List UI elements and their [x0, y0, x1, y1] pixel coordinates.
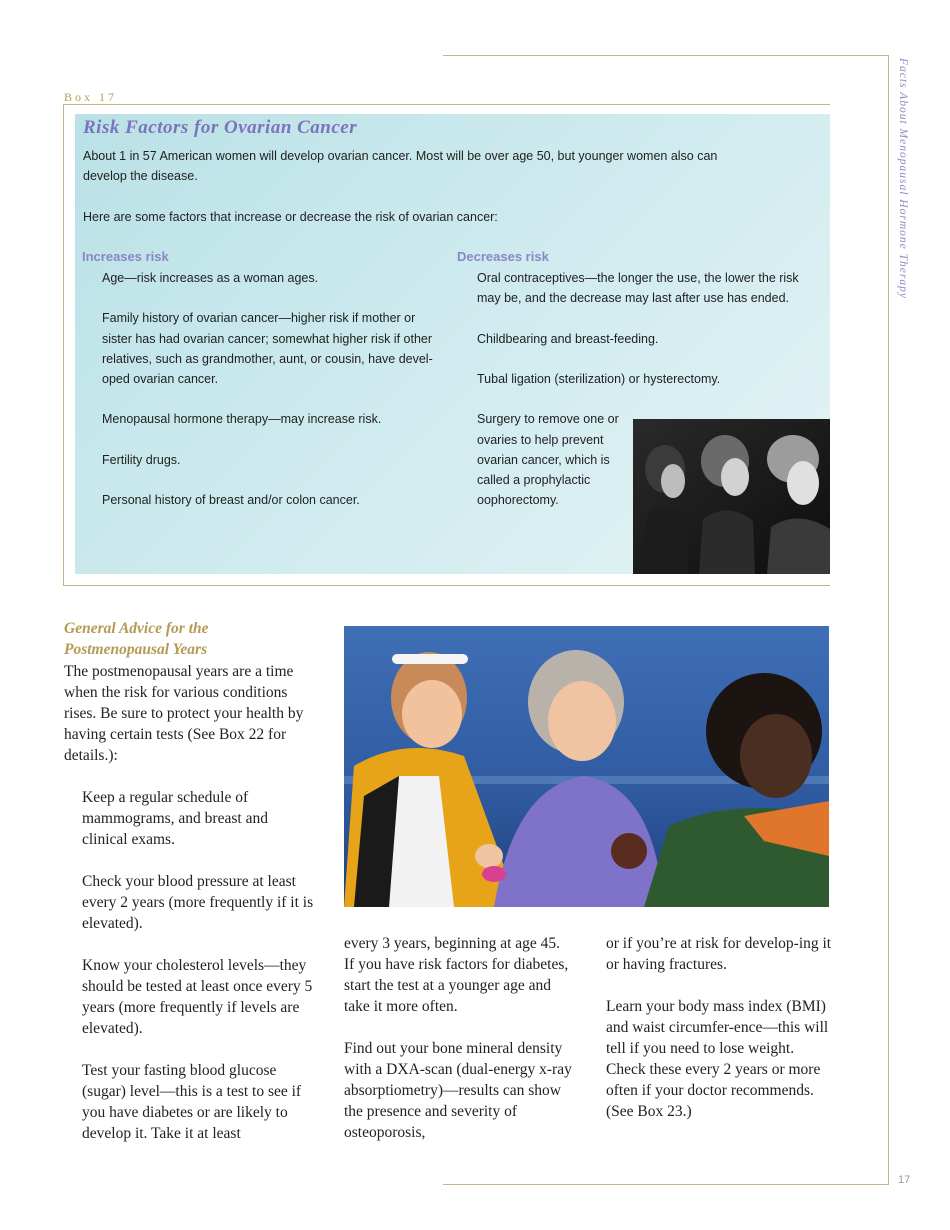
advice-title: General Advice for the Postmenopausal Years	[64, 620, 209, 658]
list-item: Family history of ovarian cancer—higher risk if mother or sister has had ovarian cancer; somewhat higher risk if other relatives, such as grandmother, aunt, or cousin, have devel-oped ovarian cancer.	[102, 311, 433, 386]
advice-column-2	[344, 933, 574, 1143]
frame-right-rule	[888, 55, 889, 1185]
list-item: Childbearing and breast-feeding.	[477, 331, 659, 346]
three-women-profile-photo	[633, 419, 830, 574]
list-item: Test your fasting blood glucose (sugar) level—this is a test to see if you have diabetes or are likely to develop it. Take it at least	[82, 1062, 302, 1142]
advice-column-3	[606, 933, 836, 1122]
list-item: Check your blood pressure at least every 2 years (more frequently if it is elevated).	[82, 873, 314, 932]
paragraph: or if you’re at risk for develop-ing it or having fractures.	[606, 935, 832, 973]
paragraph: Find out your bone mineral density with a DXA-scan (dual-energy x-ray absorptiometry)—results can show the presence and severity of osteoporosis,	[344, 1040, 572, 1141]
list-item: Tubal ligation (sterilization) or hysterectomy.	[477, 371, 721, 386]
list-item: Age—risk increases as a woman ages.	[102, 271, 319, 285]
advice-list	[82, 787, 317, 1165]
increases-risk-heading: Increases risk	[82, 249, 169, 264]
list-item: Know your cholesterol levels—they should be tested at least once every 5 years (more frequently if levels are elevated).	[82, 957, 313, 1037]
paragraph: every 3 years, beginning at age 45. If you have risk factors for diabetes, start the test at a younger age and take it more often.	[344, 935, 569, 1015]
box-intro: About 1 in 57 American women will develop ovarian cancer. Most will be over age 50, but younger women also can develop the disease.	[83, 149, 718, 184]
advice-intro: The postmenopausal years are a time when the risk for various conditions rises. Be sure to protect your health by having certain tests (See Box 22 for details.):	[64, 663, 304, 764]
list-item: Menopausal hormone therapy—may increase risk.	[102, 412, 382, 427]
decreases-risk-heading: Decreases risk	[457, 249, 549, 264]
list-item: Oral contraceptives—the longer the use, the lower the risk may be, and the decrease may last after use has ended.	[477, 271, 799, 306]
women-exercising-photo	[344, 626, 829, 907]
frame-bottom-rule	[443, 1184, 889, 1185]
frame-top-rule	[443, 55, 889, 56]
increases-risk-list	[102, 268, 447, 531]
running-head: Facts About Menopausal Hormone Therapy	[897, 58, 909, 299]
box-label: Box 17	[64, 90, 118, 104]
paragraph: Learn your body mass index (BMI) and waist circumfer-ence—this will tell if you need to lose weight. Check these every 2 years or more often if your doctor recommends. (See Box 23.)	[606, 998, 829, 1120]
box-intro-2: Here are some factors that increase or decrease the risk of ovarian cancer:	[83, 210, 498, 224]
list-item: Surgery to remove one or ovaries to help prevent ovarian cancer, which is called a prophylactic oophorectomy.	[477, 412, 619, 508]
list-item: Keep a regular schedule of mammograms, and breast and clinical exams.	[82, 789, 268, 848]
list-item: Fertility drugs.	[102, 452, 181, 467]
box-title: Risk Factors for Ovarian Cancer	[83, 117, 358, 138]
page-number: 17	[898, 1174, 911, 1186]
list-item: Personal history of breast and/or colon cancer.	[102, 493, 360, 508]
